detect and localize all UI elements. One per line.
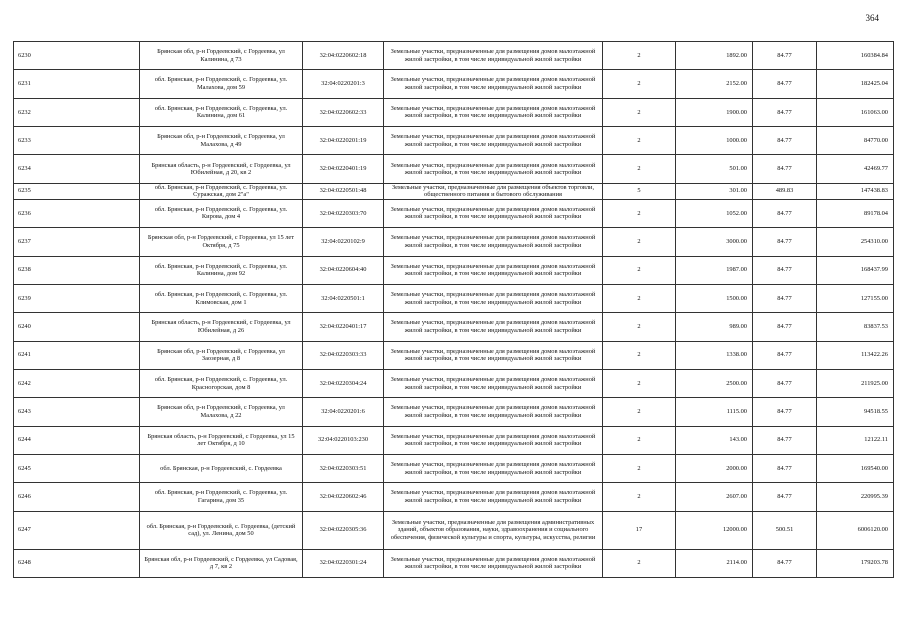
row-number-cell: 6238 [14,256,140,284]
row-number-cell: 6231 [14,70,140,98]
address-cell: обл. Брянская, р-н Гордеевский, с. Гордеевка, ул. Климовская, дом 1 [140,284,303,312]
cadastral-value-cell: 42469.77 [817,155,894,183]
area-cell: 1338.00 [676,341,753,369]
address-cell: обл. Брянская, р-н Гордеевский, с. Гордеевка, ул. Калинина, дом 61 [140,98,303,126]
group-number-cell: 2 [603,228,676,256]
address-cell: Брянская обл, р-н Гордеевский, с Гордеевка, ул Садовая, д 7, кв 2 [140,549,303,577]
row-number-cell: 6242 [14,369,140,397]
cadastral-number-cell: 32:04:0220401:19 [303,155,384,183]
table-row [14,284,894,312]
land-purpose-cell: Земельные участки, предназначенные для размещения домов малоэтажной жилой застройки, в том числе индивидуальной жилой застройки [384,398,603,426]
address-cell: Брянская область, р-н Гордеевский, с Гордеевка, ул Юбилейная, д 26 [140,313,303,341]
specific-value-cell: 84.77 [753,341,817,369]
cadastral-number-cell: 32:04:0220401:17 [303,313,384,341]
cadastral-number-cell: 32:04:0220303:33 [303,341,384,369]
page-number: 364 [865,13,879,23]
address-cell: Брянская обл, р-н Гордеевский, с Гордеевка, ул Заозерная, д 8 [140,341,303,369]
table-row [14,127,894,155]
table-row [14,228,894,256]
area-cell: 3000.00 [676,228,753,256]
land-purpose-cell: Земельные участки, предназначенные для размещения домов малоэтажной жилой застройки, в том числе индивидуальной жилой застройки [384,42,603,70]
specific-value-cell: 84.77 [753,313,817,341]
area-cell: 989.00 [676,313,753,341]
row-number-cell: 6248 [14,549,140,577]
group-number-cell: 2 [603,398,676,426]
address-cell: Брянская обл, р-н Гордеевский, с Гордеевка, ул 15 лет Октября, д 75 [140,228,303,256]
cadastral-value-cell: 179203.78 [817,549,894,577]
group-number-cell: 2 [603,454,676,482]
area-cell: 143.00 [676,426,753,454]
row-number-cell: 6243 [14,398,140,426]
area-cell: 1892.00 [676,42,753,70]
cadastral-value-cell: 254310.00 [817,228,894,256]
group-number-cell: 2 [603,341,676,369]
cadastral-number-cell: 32:04:0220604:40 [303,256,384,284]
land-purpose-cell: Земельные участки, предназначенные для размещения домов малоэтажной жилой застройки, в том числе индивидуальной жилой застройки [384,228,603,256]
table-row [14,483,894,511]
cadastral-number-cell: 32:04:0220602:18 [303,42,384,70]
group-number-cell: 17 [603,511,676,549]
specific-value-cell: 84.77 [753,70,817,98]
specific-value-cell: 84.77 [753,155,817,183]
group-number-cell: 2 [603,199,676,227]
cadastral-number-cell: 32:04:0220201:19 [303,127,384,155]
land-purpose-cell: Земельные участки, предназначенные для размещения административных зданий, объектов образования, науки, здравоохранения и социального обеспечения, физической культуры и спорта, культуры, искусства, религии [384,511,603,549]
cadastral-value-cell: 84770.00 [817,127,894,155]
cadastral-number-cell: 32:04:0220501:48 [303,183,384,199]
address-cell: обл. Брянская, р-н Гордеевский, с. Гордеевка, ул. Малахова, дом 59 [140,70,303,98]
row-number-cell: 6241 [14,341,140,369]
table-body [14,42,894,578]
cadastral-value-cell: 6006120.00 [817,511,894,549]
land-purpose-cell: Земельные участки, предназначенные для размещения домов малоэтажной жилой застройки, в том числе индивидуальной жилой застройки [384,127,603,155]
cadastral-value-cell: 147438.83 [817,183,894,199]
land-purpose-cell: Земельные участки, предназначенные для размещения домов малоэтажной жилой застройки, в том числе индивидуальной жилой застройки [384,454,603,482]
address-cell: Брянская обл, р-н Гордеевский, с Гордеевка, ул Калинина, д 73 [140,42,303,70]
address-cell: обл. Брянская, р-н Гордеевский, с. Гордеевка, ул. Кирова, дом 4 [140,199,303,227]
land-purpose-cell: Земельные участки, предназначенные для размещения домов малоэтажной жилой застройки, в том числе индивидуальной жилой застройки [384,313,603,341]
table-row [14,155,894,183]
address-cell: обл. Брянская, р-н Гордеевский, с. Гордеевка, ул. Красногорская, дом 8 [140,369,303,397]
land-purpose-cell: Земельные участки, предназначенные для размещения домов малоэтажной жилой застройки, в том числе индивидуальной жилой застройки [384,98,603,126]
specific-value-cell: 84.77 [753,549,817,577]
area-cell: 501.00 [676,155,753,183]
address-cell: обл. Брянская, р-н Гордеевский, с. Гордеевка, (детский сад), ул. Ленина, дом 50 [140,511,303,549]
group-number-cell: 2 [603,155,676,183]
specific-value-cell: 84.77 [753,398,817,426]
row-number-cell: 6245 [14,454,140,482]
address-cell: Брянская область, р-н Гордеевский, с Гордеевка, ул Юбилейная, д 20, кв 2 [140,155,303,183]
area-cell: 1115.00 [676,398,753,426]
row-number-cell: 6233 [14,127,140,155]
cadastral-number-cell: 32:04:0220201:6 [303,398,384,426]
cadastral-value-cell: 113422.26 [817,341,894,369]
land-purpose-cell: Земельные участки, предназначенные для размещения домов малоэтажной жилой застройки, в том числе индивидуальной жилой застройки [384,549,603,577]
specific-value-cell: 84.77 [753,284,817,312]
group-number-cell: 2 [603,42,676,70]
land-purpose-cell: Земельные участки, предназначенные для размещения домов малоэтажной жилой застройки, в том числе индивидуальной жилой застройки [384,426,603,454]
land-purpose-cell: Земельные участки, предназначенные для размещения домов малоэтажной жилой застройки, в том числе индивидуальной жилой застройки [384,155,603,183]
address-cell: Брянская обл, р-н Гордеевский, с Гордеевка, ул Малахова, д 49 [140,127,303,155]
group-number-cell: 2 [603,127,676,155]
area-cell: 2607.00 [676,483,753,511]
area-cell: 1000.00 [676,127,753,155]
row-number-cell: 6247 [14,511,140,549]
cadastral-value-cell: 182425.04 [817,70,894,98]
area-cell: 2500.00 [676,369,753,397]
address-cell: Брянская область, р-н Гордеевский, с Гордеевка, ул 15 лет Октября, д 10 [140,426,303,454]
table-row [14,199,894,227]
cadastral-value-cell: 83837.53 [817,313,894,341]
area-cell: 1500.00 [676,284,753,312]
land-purpose-cell: Земельные участки, предназначенные для размещения домов малоэтажной жилой застройки, в том числе индивидуальной жилой застройки [384,199,603,227]
specific-value-cell: 84.77 [753,127,817,155]
cadastral-value-cell: 168437.99 [817,256,894,284]
table-row [14,341,894,369]
cadastral-value-cell: 161063.00 [817,98,894,126]
land-purpose-cell: Земельные участки, предназначенные для размещения домов малоэтажной жилой застройки, в том числе индивидуальной жилой застройки [384,341,603,369]
group-number-cell: 2 [603,98,676,126]
table-row [14,42,894,70]
land-purpose-cell: Земельные участки, предназначенные для размещения домов малоэтажной жилой застройки, в том числе индивидуальной жилой застройки [384,284,603,312]
specific-value-cell: 84.77 [753,199,817,227]
cadastral-number-cell: 32:04:0220602:33 [303,98,384,126]
specific-value-cell: 489.83 [753,183,817,199]
address-cell: обл. Брянская, р-н Гордеевский, с. Гордеевка, ул. Гагарина, дом 35 [140,483,303,511]
specific-value-cell: 84.77 [753,483,817,511]
cadastral-number-cell: 32:04:0220501:1 [303,284,384,312]
land-purpose-cell: Земельные участки, предназначенные для размещения объектов торговли, общественного питания и бытового обслуживания [384,183,603,199]
specific-value-cell: 84.77 [753,256,817,284]
land-purpose-cell: Земельные участки, предназначенные для размещения домов малоэтажной жилой застройки, в том числе индивидуальной жилой застройки [384,70,603,98]
row-number-cell: 6237 [14,228,140,256]
area-cell: 2000.00 [676,454,753,482]
land-purpose-cell: Земельные участки, предназначенные для размещения домов малоэтажной жилой застройки, в том числе индивидуальной жилой застройки [384,256,603,284]
cadastral-number-cell: 32:04:0220602:46 [303,483,384,511]
row-number-cell: 6234 [14,155,140,183]
area-cell: 2114.00 [676,549,753,577]
specific-value-cell: 84.77 [753,369,817,397]
table-row [14,98,894,126]
cadastral-number-cell: 32:04:0220102:9 [303,228,384,256]
table-row [14,183,894,199]
table-row [14,511,894,549]
area-cell: 12000.00 [676,511,753,549]
area-cell: 301.00 [676,183,753,199]
cadastral-number-cell: 32:04:0220103:230 [303,426,384,454]
land-purpose-cell: Земельные участки, предназначенные для размещения домов малоэтажной жилой застройки, в том числе индивидуальной жилой застройки [384,369,603,397]
row-number-cell: 6235 [14,183,140,199]
group-number-cell: 2 [603,256,676,284]
row-number-cell: 6236 [14,199,140,227]
address-cell: обл. Брянская, р-н Гордеевский, с. Гордеевка, ул. Суражская, дом 2"а" [140,183,303,199]
address-cell: обл. Брянская, р-н Гордеевский, с. Гордеевка [140,454,303,482]
table-row [14,313,894,341]
area-cell: 1052.00 [676,199,753,227]
group-number-cell: 2 [603,483,676,511]
group-number-cell: 2 [603,284,676,312]
specific-value-cell: 84.77 [753,454,817,482]
table-row [14,256,894,284]
row-number-cell: 6232 [14,98,140,126]
cadastral-value-cell: 94518.55 [817,398,894,426]
row-number-cell: 6239 [14,284,140,312]
cadastral-value-cell: 12122.11 [817,426,894,454]
cadastral-number-cell: 32:04:0220303:51 [303,454,384,482]
cadastral-valuation-table [13,41,894,578]
group-number-cell: 2 [603,426,676,454]
address-cell: обл. Брянская, р-н Гордеевский, с. Гордеевка, ул. Калинина, дом 92 [140,256,303,284]
cadastral-value-cell: 160384.84 [817,42,894,70]
specific-value-cell: 84.77 [753,228,817,256]
row-number-cell: 6230 [14,42,140,70]
group-number-cell: 5 [603,183,676,199]
land-purpose-cell: Земельные участки, предназначенные для размещения домов малоэтажной жилой застройки, в том числе индивидуальной жилой застройки [384,483,603,511]
cadastral-number-cell: 32:04:0220201:3 [303,70,384,98]
table-row [14,426,894,454]
cadastral-value-cell: 220995.39 [817,483,894,511]
specific-value-cell: 84.77 [753,98,817,126]
specific-value-cell: 84.77 [753,42,817,70]
cadastral-value-cell: 211925.00 [817,369,894,397]
cadastral-value-cell: 89178.04 [817,199,894,227]
cadastral-value-cell: 169540.00 [817,454,894,482]
specific-value-cell: 500.51 [753,511,817,549]
table-row [14,70,894,98]
specific-value-cell: 84.77 [753,426,817,454]
cadastral-number-cell: 32:04:0220305:36 [303,511,384,549]
cadastral-number-cell: 32:04:0220301:24 [303,549,384,577]
group-number-cell: 2 [603,549,676,577]
cadastral-number-cell: 32:04:0220303:70 [303,199,384,227]
table-row [14,369,894,397]
cadastral-value-cell: 127155.00 [817,284,894,312]
table-row [14,398,894,426]
table-row [14,454,894,482]
area-cell: 1987.00 [676,256,753,284]
table-row [14,549,894,577]
cadastral-number-cell: 32:04:0220304:24 [303,369,384,397]
group-number-cell: 2 [603,313,676,341]
row-number-cell: 6246 [14,483,140,511]
area-cell: 1900.00 [676,98,753,126]
address-cell: Брянская обл, р-н Гордеевский, с Гордеевка, ул Малахова, д 22 [140,398,303,426]
row-number-cell: 6240 [14,313,140,341]
group-number-cell: 2 [603,369,676,397]
group-number-cell: 2 [603,70,676,98]
area-cell: 2152.00 [676,70,753,98]
row-number-cell: 6244 [14,426,140,454]
